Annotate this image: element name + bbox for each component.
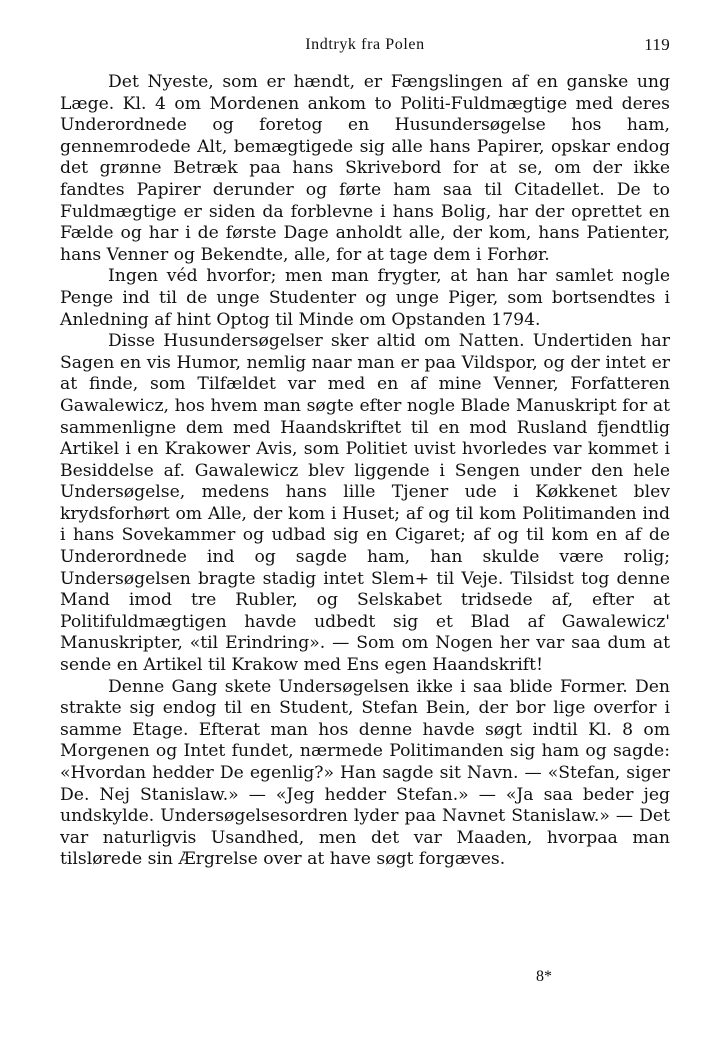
body-text [60,72,670,871]
paragraph-1: Det Nyeste, som er hændt, er Fængslingen af en ganske ung Læge. Kl. 4 om Mordenen ankom to Politi-Fuldmægtige med deres Underordnede og foretog en Husundersøgelse hos ham, gennemrodede Alt, bemægtigede sig alle hans Papirer, opskar endog det grønne Betræk paa hans Skrivebord for at se, om der ikke fandtes Papirer derunder og førte ham saa til Citadellet. De to Fuldmægtige er siden da forblevne i hans Bolig, har der oprettet en Fælde og har i de første Dage anholdt alle, der kom, hans Patienter, hans Venner og Bekendte, alle, for at tage dem i Forhør. [60,72,670,265]
paragraph-4: Denne Gang skete Undersøgelsen ikke i saa blide Former. Den strakte sig endog til en Student, Stefan Bein, der bor lige overfor i samme Etage. Efterat man hos denne havde søgt indtil Kl. 8 om Morgenen og Intet fundet, nærmede Politimanden sig ham og sagde: «Hvordan hedder De egenlig?» Han sagde sit Navn. — «Stefan, siger De. Nej Stanislaw.» — «Jeg hedder Stefan.» — «Ja saa beder jeg undskylde. Undersøgelsesordren lyder paa Navnet Stanislaw.» — Det var naturligvis Usandhed, men det var Maaden, hvorpaa man tilslørede sin Ærgrelse over at have søgt forgæves. [60,676,670,870]
signature-mark: 8* [536,968,552,985]
paragraph-2: Ingen véd hvorfor; men man frygter, at han har samlet nogle Penge ind til de unge Studenter og unge Piger, som bortsendtes i Anledning af hint Optog til Minde om Opstanden 1794. [60,266,670,330]
paragraph-3: Disse Husundersøgelser sker altid om Natten. Undertiden har Sagen en vis Humor, nemlig naar man er paa Vildspor, og der intet er at finde, som Tilfældet var med en af mine Venner, Forfatteren Gawalewicz, hos hvem man søgte efter nogle Blade Manuskript for at sammenligne dem med Haandskriftet til en mod Rusland fjendtlig Artikel i en Krakower Avis, som Politiet uvist hvorledes var kommet i Besiddelse af. Gawalewicz blev liggende i Sengen under den hele Undersøgelse, medens hans lille Tjener ude i Køkkenet blev krydsforhørt om Alle, der kom i Huset; af og til kom Politimanden ind i hans Sovekammer og udbad sig en Cigaret; af og til kom en af de Underordnede ind og sagde ham, han skulde være rolig; Undersøgelsen bragte stadig intet Slem+ til Veje. Tilsidst tog denne Mand imod tre Rubler, og Selskabet tridsede af, efter at Politifuldmægtigen havde udbedt sig et Blad af Gawalewicz' Manuskripter, «til Erindring». — Som om Nogen her var saa dum at sende en Artikel til Krakow med Ens egen Haandskrift! [60,331,670,676]
book-page [60,30,670,871]
page-number: 119 [644,35,670,54]
running-head [60,30,670,60]
running-title: Indtryk fra Polen [305,36,425,53]
